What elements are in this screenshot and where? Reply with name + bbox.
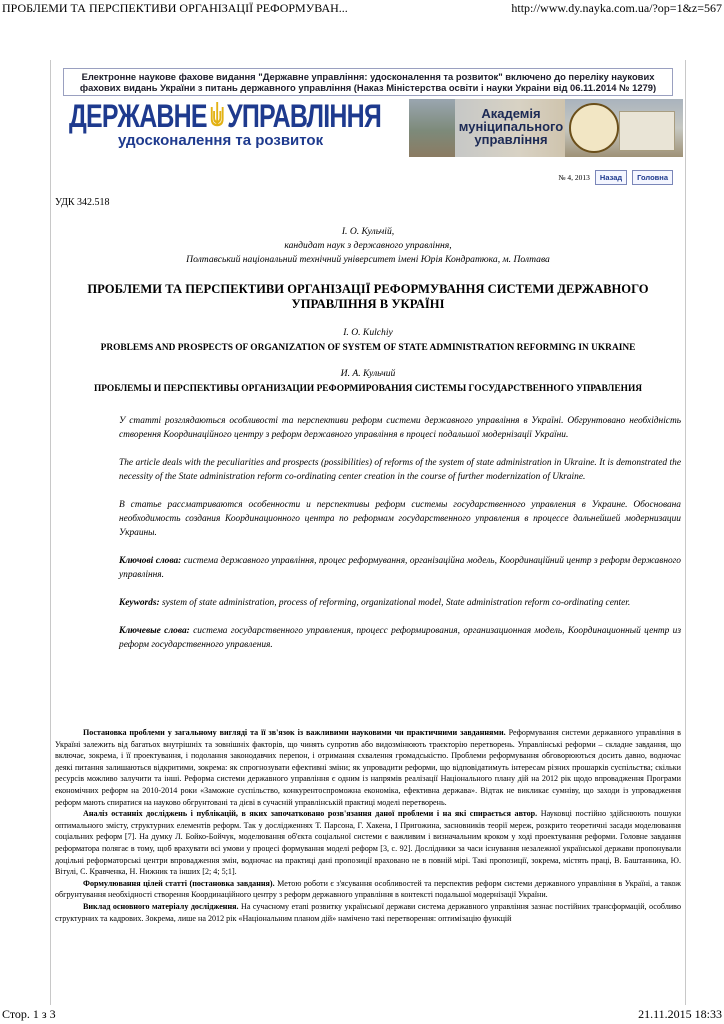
journal-logo[interactable] [69, 99, 381, 133]
section-heading: Формулювання цілей статті (постановка завдання). [83, 878, 275, 888]
back-button[interactable]: Назад [595, 170, 627, 185]
paragraph-text: Метою роботи є з'ясування особливостей та перспектив реформ системи державного управління в Україні, а також обгрунтування необхідності створення Координаційного центру з реформ державного управління в контексті подальшої модернізації України. [55, 878, 681, 900]
issue-number: № 4, 2013 [558, 173, 590, 182]
keywords-en-label: Keywords: [119, 598, 160, 608]
paragraph-text: На сучасному етапі розвитку української держави система державного управління зазнає постійних трансформацій, особливо структурних та кадрових. Зокрема, лише на 2012 рік «Національним планом дій» намічено такі перетворення: оптимізацію функцій [55, 901, 681, 923]
logo-title-left: ДЕРЖАВНЕ [69, 98, 207, 134]
keywords-ua-label: Ключові слова: [119, 556, 182, 566]
journal-subtitle: удосконалення та розвиток [118, 132, 324, 149]
author-name: І. О. Кульчій, [341, 226, 395, 237]
author-block [51, 225, 685, 267]
section-heading: Аналіз останніх досліджень і публікацій, в яких започатковано розв'язання даної проблеми і на які спирається автор. [83, 809, 538, 819]
print-header-url[interactable]: http://www.dy.nayka.com.ua/?op=1&z=567 [511, 1, 722, 15]
academy-building-image [619, 111, 675, 151]
trident-icon [210, 101, 224, 129]
abstract-en: The article deals with the peculiarities and prospects (possibilities) of reforms of the system of state administration in Ukraine. It is demonstrated the necessity of the State administration reform co-ordinating center creation in the course of further modernization of Ukraine. [119, 458, 681, 482]
article-page [50, 60, 686, 1005]
home-button[interactable]: Головна [632, 170, 673, 185]
author-name-en: I. O. Kulchiy [343, 327, 393, 338]
keywords-en [119, 596, 681, 610]
journal-banner [63, 99, 675, 157]
author-degree: кандидат наук з державного управління, [284, 240, 452, 251]
keywords-ru [119, 624, 681, 652]
abstracts [119, 414, 681, 666]
academy-banner[interactable] [409, 99, 683, 157]
abstract-ua: У статті розглядаються особливості та перспективи реформ системи державного управління в Україні. Обгрунтовано необхідність створення Координаційного центру з реформ державного управління в процесі подальшої модернізації України. [119, 416, 681, 440]
academy-photo [409, 99, 455, 157]
paragraph-text: Науковці постійно здійснюють пошуки оптимального змісту, структурних елементів реформ. Так у дослідженнях Т. Парсона, Г. Хакена, І Пригожина, засновників теорії мереж, розкрито теоретичні засади моделювання соціальних реформ [7]. На думку Л. Бойко-Бойчук, моделювання об'єкта соціальної системи є важливим і визначальним кроком у ході проектування реформи. Головне завдання реформатора полягає в тому, щоб врахувати всі умови у процесі формування моделі реформ [3, с. 92]. Дослідники за часи існування незалежної української держави пропонували доцільні реформаторські центри впровадження змін, водночас на практиці дані пропозиції враховано не в повній мірі. Такі пропозиції, зокрема, містять праці, В. Баштанника, Ю. Вітулі, С. Кравченка, Н. Нижник та інших [2; 4; 5;1]. [55, 809, 681, 877]
print-datetime: 21.11.2015 18:33 [638, 1007, 722, 1021]
udc-code: УДК 342.518 [55, 197, 110, 208]
print-header-title: ПРОБЛЕМИ ТА ПЕРСПЕКТИВИ ОРГАНІЗАЦІЇ РЕФОРМУВАН... [2, 1, 348, 15]
logo-title-right: УПРАВЛІННЯ [227, 98, 382, 134]
keywords-ua [119, 554, 681, 582]
issue-nav [558, 170, 673, 185]
author-name-ru: И. А. Кульчий [340, 368, 396, 379]
section-heading: Виклад основного матеріалу дослідження. [83, 901, 239, 911]
article-body [55, 727, 681, 924]
keywords-ru-label: Ключевые слова: [119, 626, 190, 636]
academy-title: Академія муніципального управління [458, 106, 564, 147]
abstract-ru: В статье рассматриваются особенности и перспективы реформ системы государственного управления в Украине. Обоснована необходимость создания Координационного центра по реформам государственного управления в процессе дальнейшей модернизации Украины. [119, 500, 681, 538]
academy-seal-icon [569, 103, 619, 153]
print-header [0, 0, 724, 18]
body-paragraph [55, 808, 681, 878]
author-affiliation: Полтавський національний технічний університет імені Юрія Кондратюка, м. Полтава [186, 254, 550, 265]
accreditation-notice: Електронне наукове фахове видання "Державне управління: удосконалення та розвиток" включено до переліку наукових фахових видань України з питань державного управління (Наказ Міністерства освіти і науки Украіни від 06.11.2014 № 1279) [63, 68, 673, 96]
keywords-ru-text: система государственного управления, процесс реформирования, организационная модель, Координационный центр из реформ государственного управления. [119, 626, 682, 650]
article-title-en: PROBLEMS AND PROSPECTS OF ORGANIZATION OF SYSTEM OF STATE ADMINISTRATION REFORMING IN UKRAINE [100, 343, 636, 353]
body-paragraph [55, 727, 681, 808]
keywords-ua-text: система державного управління, процес реформування, організаційна модель, Координаційний центр з реформ державного управління. [119, 556, 681, 580]
body-paragraph [55, 878, 681, 901]
article-title-ua: ПРОБЛЕМИ ТА ПЕРСПЕКТИВИ ОРГАНІЗАЦІЇ РЕФОРМУВАННЯ СИСТЕМИ ДЕРЖАВНОГО УПРАВЛІННЯ В УКРАЇНІ [87, 282, 649, 311]
page-counter: Стор. 1 з 3 [2, 1007, 56, 1021]
paragraph-text: Реформування системи державного управління в Україні залежить від багатьох внутрішніх та зовнішніх факторів, що чинять супротив або видозмінюють траєкторію перетворень. Управлінські реформи – складне завдання, що включає, зокрема, і її проектування, і подолання законодавчих перепон, і отримання схвалення громадськістю. Проблеми реформування обговорюються досить давно, водночас деякі питання залишаються відкритими, зокрема: як спрогнозувати ефективні зміни; як упровадити реформи, що відповідатимуть інтересам різних прошарків суспільства; скільки ресурсів можливо залучити та інші. Реформа системи державного управління є одним із напрямів реалізації Національного плану дій на 2012 рік щодо впровадження Програми економічних реформ на 2010-2014 роки «Заможне суспільство, конкурентоспроможна економіка, ефективна держава». Відтак не викликає сумніву, що заходи із упровадження реформ мають спиратися на науково обгрунтовані та дієві в сучасній управлінській практиці моделі перетворень. [55, 728, 682, 807]
body-paragraph [55, 901, 681, 924]
print-footer [0, 1006, 724, 1024]
section-heading: Постановка проблеми у загальному вигляді та її зв'язок із важливими науковими чи практичними завданнями. [83, 728, 506, 737]
article-title-ru: ПРОБЛЕМЫ И ПЕРСПЕКТИВЫ ОРГАНИЗАЦИИ РЕФОРМИРОВАНИЯ СИСТЕМЫ ГОСУДАРСТВЕННОГО УПРАВЛЕНИЯ [93, 384, 643, 394]
keywords-en-text: system of state administration, process of reforming, organizational model, State administration reform co-ordinating center. [161, 598, 631, 608]
